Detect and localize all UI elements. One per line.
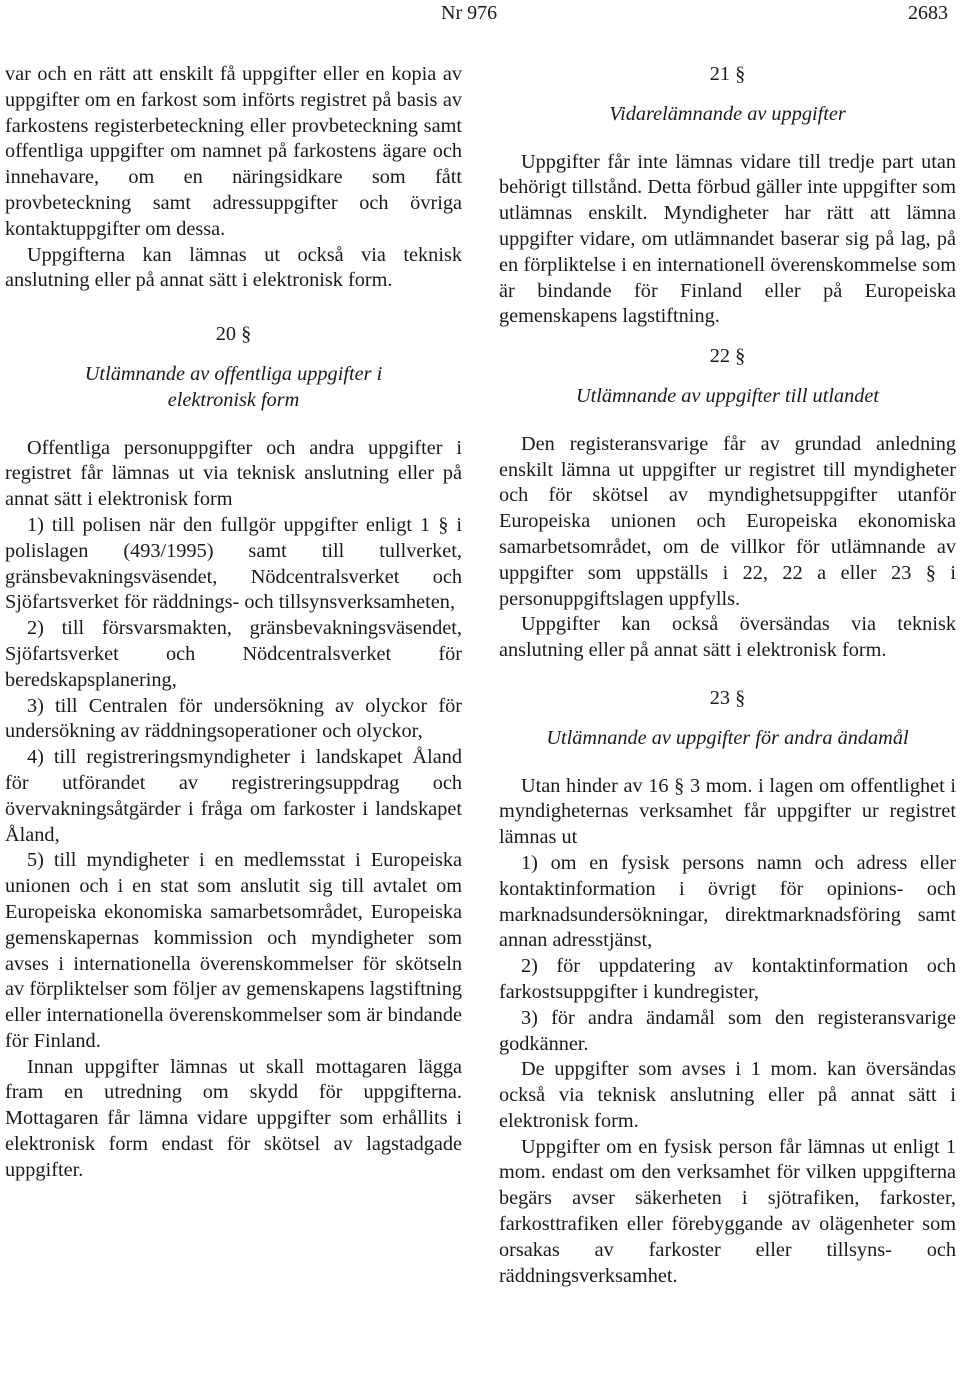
section-23-paragraph-2: De uppgifter som avses i 1 mom. kan översändas också via teknisk anslutning eller på annat sätt i elektronisk form. xyxy=(499,1058,956,1132)
section-22-number: 22 § xyxy=(709,345,746,368)
right-column xyxy=(499,62,956,1289)
section-23-title: Utlämnande av uppgifter för andra ändamål xyxy=(546,726,909,749)
section-20-title: Utlämnande av offentliga uppgifter i elektronisk form xyxy=(84,362,383,411)
section-22-paragraph-2: Uppgifter kan också översändas via teknisk anslutning eller på annat sätt i elektronisk form. xyxy=(499,613,956,662)
section-21-number: 21 § xyxy=(709,63,746,85)
section-23-paragraph-1: Utan hinder av 16 § 3 mom. i lagen om offentlighet i myndigheternas verksamhet får uppgifter ur registret lämnas ut xyxy=(499,774,956,849)
section-23-item-1: 1) om en fysisk persons namn och adress eller kontaktinformation i övrigt för opinions- och marknadsundersökningar, direktmarknadsföring samt annan adresstjänst, xyxy=(499,851,956,952)
section-22-title: Utlämnande av uppgifter till utlandet xyxy=(575,384,880,407)
section-20-item-4: 4) till registreringsmyndigheter i landskapet Åland för utförandet av registreringsuppdrag och övervakningsåtgärder i fråga om farkoster i landskapet Åland, xyxy=(5,746,462,846)
section-23-item-3: 3) för andra ändamål som den registeransvarige godkänner. xyxy=(499,1006,956,1055)
section-23-number: 23 § xyxy=(709,686,746,709)
left-column xyxy=(5,62,462,1184)
section-23-paragraph-3: Uppgifter om en fysisk person får lämnas ut enligt 1 mom. endast om den verksamhet för vilken uppgifterna begärs avser säkerheten i sjötrafiken, farkoster, farkosttrafiken eller förebyggande av olägenheter som orsakas av farkoster eller tillsyns- och räddningsverksamhet. xyxy=(499,1135,956,1287)
page-header-number: Nr 976 xyxy=(441,2,498,24)
intro-paragraph-1: var och en rätt att enskilt få uppgifter eller en kopia av uppgifter om en farkost som införts registret på basis av farkostens registerbeteckning eller provbeteckning samt offentliga uppgifter om namnet på farkostens ägare och innehavare, om en näringsidkare som fått provbeteckning samt adressuppgifter och övriga kontaktuppgifter om dessa. xyxy=(5,63,462,240)
section-20-item-3: 3) till Centralen för undersökning av olyckor för undersökning av räddningsoperationer och olyckor, xyxy=(5,694,462,743)
page-number: 2683 xyxy=(908,2,948,24)
section-20-paragraph-2: Innan uppgifter lämnas ut skall mottagaren lägga fram en utredning om skydd för uppgifterna. Mottagaren får lämna vidare uppgifter som erhållits i elektronisk form endast för skötsel av lagstadgade uppgifter. xyxy=(5,1055,462,1181)
section-20-item-2: 2) till försvarsmakten, gränsbevakningsväsendet, Sjöfartsverket och Nödcentralsverket för beredskapsplanering, xyxy=(5,617,462,691)
section-20-number: 20 § xyxy=(215,323,252,346)
section-22-paragraph-1: Den registeransvarige får av grundad anledning enskilt lämna ut uppgifter ur registret till myndigheter och för skötsel av myndighetsuppgifter utanför Europeiska unionen och Europeiska ekonomiska samarbetsområdet, om de villkor för utlämnande av uppgifter som uppställs i 22, 22 a eller 23 § i personuppgiftslagen uppfylls. xyxy=(499,432,956,610)
section-20-item-1: 1) till polisen när den fullgör uppgifter enligt 1 § i polislagen (493/1995) samt till tullverket, gränsbevakningsväsendet, Nödcentralsverket och Sjöfartsverket för räddnings- och tillsynsverksamheten, xyxy=(5,513,462,614)
intro-paragraph-2: Uppgifterna kan lämnas ut också via teknisk anslutning eller på annat sätt i elektronisk form. xyxy=(5,243,462,292)
section-23-item-2: 2) för uppdatering av kontaktinformation och farkostsuppgifter i kundregister, xyxy=(499,955,956,1003)
section-21-title: Vidarelämnande av uppgifter xyxy=(609,102,846,125)
section-20-paragraph-1: Offentliga personuppgifter och andra uppgifter i registret får lämnas ut via teknisk anslutning eller på annat sätt i elektronisk form xyxy=(5,436,462,511)
section-20-item-5: 5) till myndigheter i en medlemsstat i Europeiska unionen och i en stat som anslutit sig till avtalet om Europeiska ekonomiska samarbetsområdet, Europeiska gemenskapernas kommission och myndigheter som avses i internationella överenskommelser för skötseln av förpliktelser som följer av gemenskapens lagstiftning eller internationella överenskommelser som är bindande för Finland. xyxy=(5,849,462,1052)
section-21-paragraph-1: Uppgifter får inte lämnas vidare till tredje part utan behörigt tillstånd. Detta förbud gäller inte uppgifter som utlämnas enskilt. Myndigheter har rätt att lämna uppgifter vidare, om utlämnandet baserar sig på lag, på en förpliktelse i en internationell överenskommelse som är bindande för Finland eller på Europeiska gemenskapens lagstiftning. xyxy=(499,150,956,328)
